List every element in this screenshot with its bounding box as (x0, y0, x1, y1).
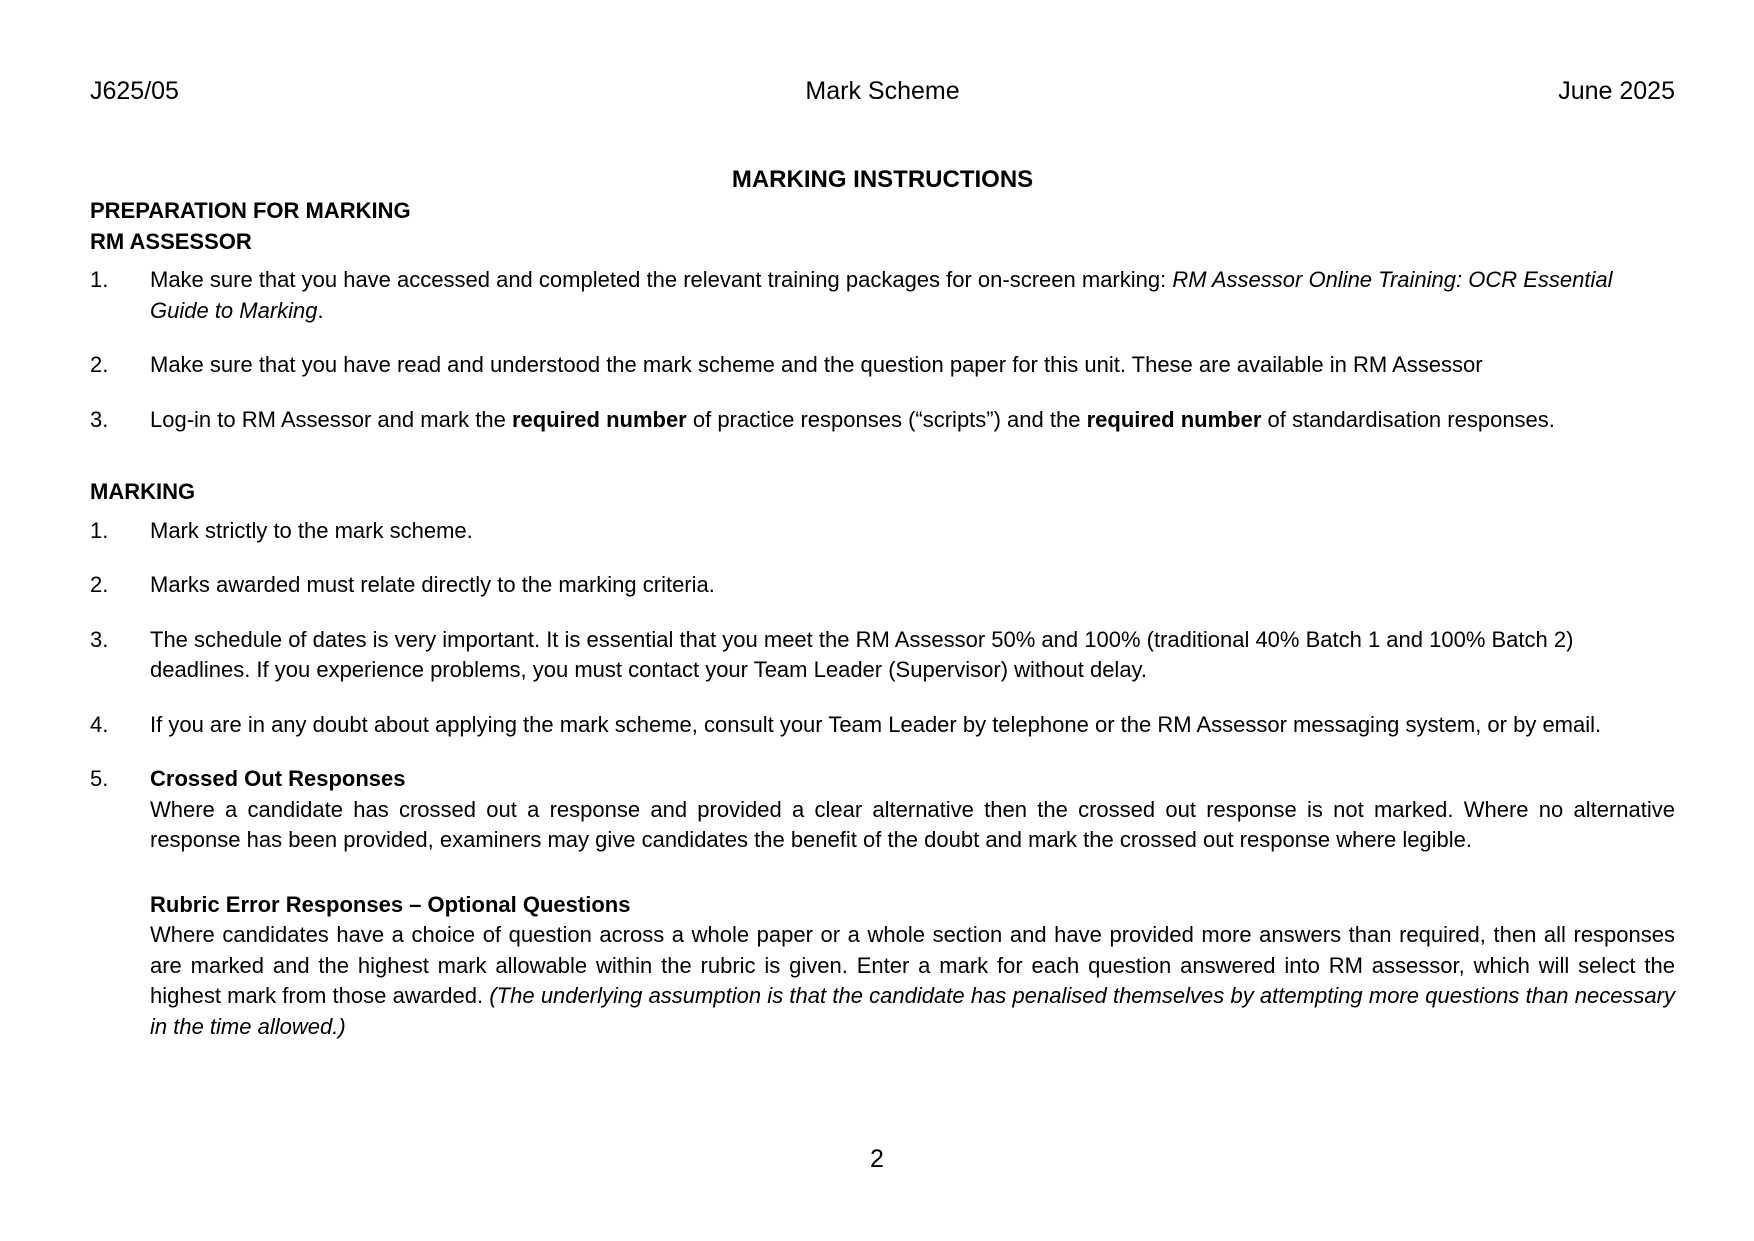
rubric-error-text: Where candidates have a choice of question across a whole paper or a whole section and have provided more answers than required, then all responses are marked and the highest mark allowable within the rubric is given. Enter a mark for each question answered into RM assessor, which will select the highest mark from those awarded. (The underlying assumption is that the candidate has penalised themselves by attempting more questions than necessary in the time allowed.) (150, 922, 1675, 1039)
rubric-assumption: (The underlying assumption is that the candidate has penalised themselves by attempting more questions than necessary in the time allowed.) (150, 983, 1675, 1039)
preparation-heading: PREPARATION FOR MARKING (90, 198, 411, 223)
item-number: 2. (90, 572, 109, 597)
crossed-out-heading: Crossed Out Responses (150, 766, 406, 791)
item-number: 1. (90, 267, 109, 292)
item-text: Make sure that you have read and understood the mark scheme and the question paper for this unit. These are available in RM Assessor (150, 352, 1483, 377)
marking-item-5 (90, 764, 1675, 1042)
document-title: Mark Scheme (805, 77, 960, 105)
rm-assessor-heading: RM ASSESSOR (90, 228, 252, 254)
document-date: June 2025 (1558, 77, 1675, 105)
item-text: If you are in any doubt about applying the mark scheme, consult your Team Leader by telephone or the RM Assessor messaging system, or by email. (150, 711, 1602, 737)
rubric-error-heading: Rubric Error Responses – Optional Questions (150, 891, 631, 917)
marking-heading: MARKING (90, 479, 196, 504)
preparation-item-1 (90, 265, 1675, 326)
item-text: Log-in to RM Assessor and mark the required number of practice responses (“scripts”) and the required number of standardisation responses. (150, 406, 1555, 432)
preparation-item-2 (90, 350, 1675, 381)
paper-code: J625/05 (90, 77, 179, 105)
marking-item-4 (90, 710, 1675, 741)
item-number: 3. (90, 626, 109, 652)
item-number: 5. (90, 766, 109, 791)
item-number: 3. (90, 406, 109, 432)
marking-item-2 (90, 570, 1675, 601)
page-number: 2 (870, 1145, 884, 1173)
item-text: The schedule of dates is very important. It is essential that you meet the RM Assessor 50% and 100% (traditional 40% Batch 1 and 100% Batch 2) deadlines. If you experience problems, you must contact your Team Leader (Supervisor) without delay. (150, 626, 1574, 682)
item-number: 2. (90, 352, 109, 377)
crossed-out-text: Where a candidate has crossed out a response and provided a clear alternative then the crossed out response is not marked. Where no alternative response has been provided, examiners may give candidates the benefit of the doubt and mark the crossed out response where legible. (150, 796, 1675, 852)
item-text: Marks awarded must relate directly to the marking criteria. (150, 572, 715, 597)
main-title: MARKING INSTRUCTIONS (731, 166, 1034, 193)
item-body (150, 764, 1675, 1042)
page-content (90, 164, 1675, 1042)
item-number: 1. (90, 517, 109, 543)
page-header (90, 74, 1675, 108)
item-number: 4. (90, 711, 109, 737)
item-text: Mark strictly to the mark scheme. (150, 517, 473, 543)
marking-item-1 (90, 516, 1675, 547)
training-title: RM Assessor Online Training: OCR Essential Guide to Marking (150, 267, 1613, 323)
item-text: Make sure that you have accessed and completed the relevant training packages for on-screen marking: RM Assessor Online Training: OCR Essential Guide to Marking. (150, 267, 1613, 323)
marking-item-3 (90, 625, 1675, 686)
preparation-item-3 (90, 405, 1675, 436)
